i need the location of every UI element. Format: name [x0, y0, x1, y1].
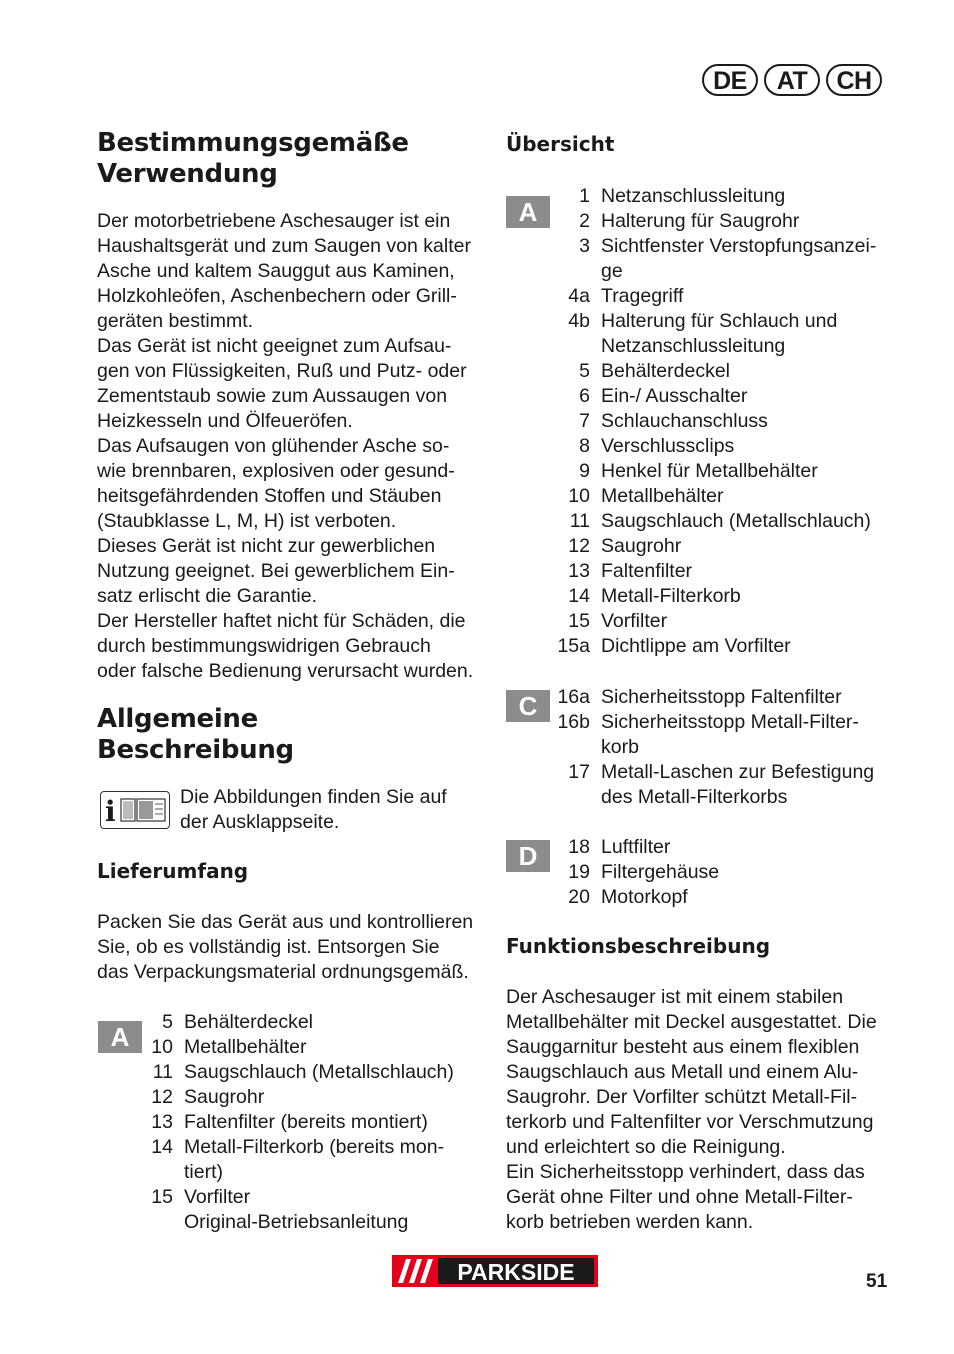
list-item-number: 13 — [568, 560, 590, 582]
list-item-number: 7 — [579, 410, 590, 432]
heading-function-description: Funktionsbeschreibung — [506, 934, 771, 958]
list-item — [552, 835, 897, 860]
list-item-text: Saugrohr — [601, 535, 682, 557]
list-item-number: 4b — [568, 310, 590, 332]
overview-list-a — [552, 184, 897, 659]
list-item-text: Behälterdeckel — [601, 360, 730, 382]
text-line: Ein Sicherheitsstopp verhindert, dass das — [506, 1161, 865, 1183]
list-item-number — [552, 785, 601, 810]
list-item — [552, 259, 897, 284]
list-item — [552, 685, 897, 710]
text-line: Sie, ob es vollständig ist. Entsorgen Sie — [97, 936, 440, 958]
list-item-number: 5 — [162, 1011, 173, 1033]
list-item-number — [144, 1210, 184, 1235]
list-item-number: 11 — [152, 1061, 173, 1083]
text-line: Nutzung geeignet. Bei gewerblichem Ein- — [97, 560, 455, 582]
list-item-text: Vorfilter — [184, 1186, 251, 1208]
lang-badge-de: DE — [702, 64, 758, 96]
list-item-text: Luftfilter — [601, 836, 671, 858]
list-item-number: 4a — [568, 285, 590, 307]
list-item-text: Sichtfenster Verstopfungsanzei- — [601, 235, 877, 257]
list-item-text: Henkel für Metallbehälter — [601, 460, 818, 482]
text-line: terkorb und Faltenfilter vor Verschmutzung — [506, 1111, 874, 1133]
text-line: korb betrieben werden kann. — [506, 1211, 754, 1233]
list-item — [552, 785, 897, 810]
text-line: heitsgefährdenden Stoffen und Stäuben — [97, 485, 442, 507]
heading-general-description: Allgemeine Beschreibung — [97, 704, 294, 765]
brand-wordmark: PARKSIDE — [457, 1259, 575, 1285]
list-item-number — [552, 735, 601, 760]
list-item — [144, 1085, 484, 1110]
lang-badge-at: AT — [764, 64, 820, 96]
list-item-text: des Metall-Filterkorbs — [601, 786, 788, 808]
list-item-number: 5 — [579, 360, 590, 382]
list-item — [552, 509, 897, 534]
list-item — [552, 760, 897, 785]
list-item-number: 12 — [568, 535, 590, 557]
list-item-text: Netzanschlussleitung — [601, 185, 786, 207]
list-item — [552, 609, 897, 634]
list-item — [144, 1060, 484, 1085]
list-item-number: 2 — [579, 210, 590, 232]
list-item — [552, 384, 897, 409]
list-item-number: 10 — [151, 1036, 173, 1058]
text-line: Haushaltsgerät und zum Saugen von kalter — [97, 235, 471, 257]
overview-list-d — [552, 835, 897, 910]
scope-of-delivery-text — [97, 910, 473, 985]
list-item-text: Metall-Filterkorb (bereits mon- — [184, 1136, 445, 1158]
list-item — [552, 434, 897, 459]
list-item — [552, 209, 897, 234]
list-item — [552, 735, 897, 760]
list-item-text: Behälterdeckel — [184, 1011, 313, 1033]
list-item-text: Metallbehälter — [601, 485, 724, 507]
language-badges — [702, 64, 882, 96]
list-item-text: Tragegriff — [601, 285, 684, 307]
parkside-logo — [392, 1255, 598, 1287]
list-item — [552, 710, 897, 735]
text-line: Der motorbetriebene Aschesauger ist ein — [97, 210, 451, 232]
list-item-text: Motorkopf — [601, 886, 688, 908]
text-line: Saugschlauch aus Metall und einem Alu- — [506, 1061, 859, 1083]
list-item-text: Schlauchanschluss — [601, 410, 768, 432]
figure-badge-a: A — [506, 196, 550, 228]
list-item-number: 12 — [151, 1086, 173, 1108]
lang-badge-ch: CH — [826, 64, 882, 96]
list-item — [552, 309, 897, 334]
list-item-text: Ein-/ Ausschalter — [601, 385, 748, 407]
text-line: wie brennbaren, explosiven oder gesund- — [97, 460, 455, 482]
list-item-text: Dichtlippe am Vorfilter — [601, 635, 791, 657]
list-item-text: Halterung für Saugrohr — [601, 210, 800, 232]
list-item-text: Vorfilter — [601, 610, 668, 632]
list-item — [552, 885, 897, 910]
list-item — [144, 1035, 484, 1060]
page-number: 51 — [866, 1271, 888, 1292]
list-item — [552, 860, 897, 885]
list-item-number: 16a — [557, 686, 590, 708]
list-item-number: 14 — [151, 1136, 173, 1158]
list-item — [552, 184, 897, 209]
text-line: Holzkohleöfen, Aschenbechern oder Grill- — [97, 285, 457, 307]
list-item-number: 15 — [568, 610, 590, 632]
intended-use-text — [97, 209, 473, 684]
text-line: satz erlischt die Garantie. — [97, 585, 318, 607]
text-line: Sauggarnitur besteht aus einem flexiblen — [506, 1036, 860, 1058]
list-item-number — [144, 1160, 184, 1185]
list-item — [552, 334, 897, 359]
list-item-text: Faltenfilter — [601, 560, 693, 582]
text-line: geräten bestimmt. — [97, 310, 254, 332]
list-item — [552, 359, 897, 384]
list-item-number: 20 — [568, 886, 590, 908]
list-item-number: 17 — [568, 761, 590, 783]
list-item — [144, 1160, 484, 1185]
list-item — [552, 559, 897, 584]
list-item-text: Original-Betriebsanleitung — [184, 1211, 409, 1233]
text-line: Saugrohr. Der Vorfilter schützt Metall-Fil- — [506, 1086, 858, 1108]
list-item-text: Halterung für Schlauch und — [601, 310, 838, 332]
list-item-text: Saugschlauch (Metallschlauch) — [184, 1061, 454, 1083]
list-item — [552, 584, 897, 609]
text-line: (Staubklasse L, M, H) ist verboten. — [97, 510, 397, 532]
overview-list-c — [552, 685, 897, 810]
text-line: Der Hersteller haftet nicht für Schäden, die — [97, 610, 466, 632]
list-item-text: Metall-Laschen zur Befestigung — [601, 761, 875, 783]
list-item — [552, 459, 897, 484]
list-item — [552, 484, 897, 509]
list-item-number: 14 — [568, 585, 590, 607]
list-item — [552, 409, 897, 434]
list-item-text: Saugschlauch (Metallschlauch) — [601, 510, 871, 532]
list-item-number: 15 — [151, 1186, 173, 1208]
text-line: Metallbehälter mit Deckel ausgestattet. Die — [506, 1011, 877, 1033]
list-item-text: Verschlussclips — [601, 435, 735, 457]
text-line: Gerät ohne Filter und ohne Metall-Filter- — [506, 1186, 853, 1208]
list-item — [144, 1110, 484, 1135]
text-line: gen von Flüssigkeiten, Ruß und Putz- oder — [97, 360, 467, 382]
info-text — [180, 785, 447, 835]
list-item-text: Metall-Filterkorb — [601, 585, 741, 607]
list-item-number: 6 — [579, 385, 590, 407]
list-item-number: 11 — [569, 510, 590, 532]
figure-badge-c: C — [506, 690, 550, 722]
text-line: Packen Sie das Gerät aus und kontrollieren — [97, 911, 474, 933]
text-line: oder falsche Bedienung verursacht wurden. — [97, 660, 474, 682]
heading-scope-of-delivery: Lieferumfang — [97, 859, 249, 883]
list-item-number — [552, 334, 601, 359]
svg-text:i: i — [105, 795, 116, 827]
list-item-number — [552, 259, 601, 284]
list-item-number: 19 — [568, 861, 590, 883]
list-item — [144, 1210, 484, 1235]
list-item-text: Sicherheitsstopp Faltenfilter — [601, 686, 842, 708]
text-line: Asche und kaltem Sauggut aus Kaminen, — [97, 260, 455, 282]
list-item-text: Metallbehälter — [184, 1036, 307, 1058]
text-line: Heizkesseln und Ölfeueröfen. — [97, 410, 353, 432]
list-item-number: 18 — [568, 836, 590, 858]
list-item — [552, 234, 897, 259]
list-item-number: 8 — [579, 435, 590, 457]
list-item-text: korb — [601, 736, 639, 758]
heading-overview: Übersicht — [506, 132, 615, 156]
list-item-text: Saugrohr — [184, 1086, 265, 1108]
list-item — [144, 1135, 484, 1160]
text-line: Zementstaub sowie zum Aussaugen von — [97, 385, 448, 407]
list-item-text: Sicherheitsstopp Metall-Filter- — [601, 711, 859, 733]
text-line: Das Aufsaugen von glühender Asche so- — [97, 435, 450, 457]
list-item — [144, 1010, 484, 1035]
text-line: Dieses Gerät ist nicht zur gewerblichen — [97, 535, 436, 557]
list-item-text: tiert) — [184, 1161, 223, 1183]
text-line: Die Abbildungen finden Sie auf — [180, 786, 447, 808]
list-item-number: 15a — [557, 635, 590, 657]
list-item-text: Filtergehäuse — [601, 861, 720, 883]
figure-badge-a: A — [98, 1021, 142, 1053]
text-line: Das Gerät ist nicht geeignet zum Aufsau- — [97, 335, 452, 357]
text-line: und erleichtert so die Reinigung. — [506, 1136, 786, 1158]
list-item — [552, 634, 897, 659]
delivery-list — [144, 1010, 484, 1235]
list-item — [552, 284, 897, 309]
list-item-number: 3 — [579, 235, 590, 257]
info-fold-out-icon — [100, 791, 170, 829]
text-line: das Verpackungsmaterial ordnungsgemäß. — [97, 961, 469, 983]
list-item-number: 1 — [579, 185, 590, 207]
list-item-number: 10 — [568, 485, 590, 507]
heading-intended-use: Bestimmungsgemäße Verwendung — [97, 128, 409, 189]
list-item-number: 13 — [151, 1111, 173, 1133]
text-line: der Ausklappseite. — [180, 811, 340, 833]
text-line: Der Aschesauger ist mit einem stabilen — [506, 986, 844, 1008]
list-item — [552, 534, 897, 559]
text-line: durch bestimmungswidrigen Gebrauch — [97, 635, 431, 657]
list-item-text: ge — [601, 260, 623, 282]
list-item-text: Netzanschlussleitung — [601, 335, 786, 357]
list-item-text: Faltenfilter (bereits montiert) — [184, 1111, 428, 1133]
function-description-text — [506, 985, 877, 1235]
list-item-number: 16b — [557, 711, 590, 733]
list-item — [144, 1185, 484, 1210]
list-item-number: 9 — [579, 460, 590, 482]
figure-badge-d: D — [506, 840, 550, 872]
